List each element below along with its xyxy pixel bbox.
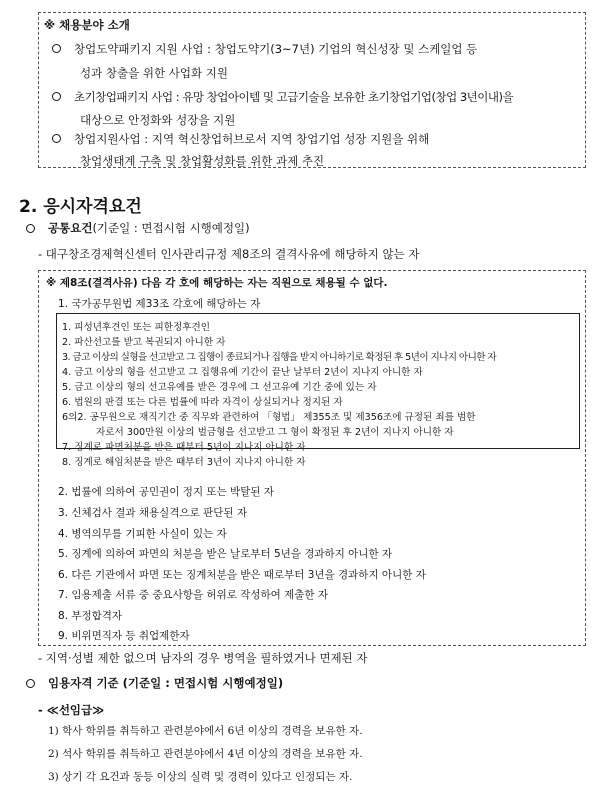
sub-item: 4. 금고 이상의 형을 선고받고 그 집행유예 기간이 끝난 날부터 2년이 지나지 아니한 자 <box>62 367 423 378</box>
region-gender-note: - 지역·성별 제한 없으며 남자의 경우 병역을 필하였거나 면제된 자 <box>38 651 368 665</box>
article-item: 5. 징계에 의하여 파면의 처분을 받은 날로부터 5년을 경과하지 아니한 자 <box>58 548 393 560</box>
recruit-item-2-line1: 초기창업패키지 사업 : 유망 창업아이템 및 고급기술을 보유한 초기창업기업(창업 3년이내)을 <box>74 90 514 104</box>
recruit-item-3-line2: 창업생태계 구축 및 창업활성화를 위한 과제 추진 <box>80 154 325 168</box>
recruit-item-1-line2: 성과 창출을 위한 사업화 지원 <box>80 66 228 80</box>
senior-grade-label: - ≪선임급≫ <box>38 703 105 717</box>
circle-bullet-icon <box>52 92 61 101</box>
sub-item: 6. 법원의 판결 또는 다른 법률에 따라 자격이 상실되거나 정지된 자 <box>62 397 343 408</box>
recruit-item-3-line1: 창업지원사업 : 지역 혁신창업허브로서 지역 창업기업 성장 지원을 위해 <box>74 132 430 146</box>
sub-item: 5. 금고 이상의 형의 선고유예를 받은 경우에 그 선고유예 기간 중에 있는 자 <box>62 382 377 393</box>
article-title: ※ 제8조(결격사유) 다음 각 호에 해당하는 자는 직원으로 채용될 수 없다. <box>46 277 388 289</box>
article-item-1: 1. 국가공무원법 제33조 각호에 해당하는 자 <box>58 298 261 310</box>
sub-item: 6의2. 공무원으로 재직기간 중 직무와 관련하여 「형법」 제355조 및 제356조에 규정된 죄를 범한 <box>62 412 476 423</box>
sub-item: 7. 징계로 파면처분을 받은 때부터 5년이 지나지 아니한 자 <box>62 442 306 453</box>
sub-item: 2. 파산선고를 받고 복권되지 아니한 자 <box>62 337 226 348</box>
circle-bullet-icon <box>52 44 61 53</box>
recruit-item-2-line2: 대상으로 안정화와 성장을 지원 <box>80 113 236 127</box>
circle-bullet-icon <box>26 224 35 233</box>
recruit-field-title: ※ 채용분야 소개 <box>44 18 130 32</box>
article-item: 6. 다른 기관에서 파면 또는 징계처분을 받은 때로부터 3년을 경과하지 아니한 자 <box>58 569 426 581</box>
circle-bullet-icon <box>52 134 61 143</box>
common-req-title: 공통요건 <box>48 221 93 235</box>
sub-item: 3. 금고 이상의 실형을 선고받고 그 집행이 종료되거나 집행을 받지 아니하기로 확정된 후 5년이 지나지 아니한 자 <box>62 352 497 363</box>
senior-item: 2) 석사 학위를 취득하고 관련분야에서 4년 이상의 경력을 보유한 자. <box>48 748 363 760</box>
sub-item: 자로서 300만원 이상의 벌금형을 선고받고 그 형이 확정된 후 2년이 지나지 아니한 자 <box>96 427 454 438</box>
section-heading: 2. 응시자격요건 <box>19 197 142 217</box>
article-item: 8. 부정합격자 <box>58 610 123 622</box>
article-item: 2. 법률에 의하여 공민권이 정지 또는 박탈된 자 <box>58 486 274 498</box>
appointment-criteria-title: 임용자격 기준 (기준일 : 면접시험 시행예정일) <box>48 676 284 690</box>
recruit-item-1-line1: 창업도약패키지 지원 사업 : 창업도약기(3~7년) 기업의 혁신성장 및 스케일업 등 <box>74 42 478 56</box>
article-item: 3. 신체검사 결과 채용실격으로 판단된 자 <box>58 507 247 519</box>
sub-item: 1. 피성년후견인 또는 피한정후견인 <box>62 322 211 333</box>
senior-item: 1) 학사 학위를 취득하고 관련분야에서 6년 이상의 경력을 보유한 자. <box>48 725 363 737</box>
circle-bullet-icon <box>26 679 35 688</box>
common-req-subtitle: (기준일 : 면접시험 시행예정일) <box>92 221 250 235</box>
article-item: 7. 임용제출 서류 중 중요사항을 허위로 작성하여 제출한 자 <box>58 589 329 601</box>
senior-item: 3) 상기 각 요건과 동등 이상의 실력 및 경력이 있다고 인정되는 자. <box>48 771 353 783</box>
common-req-desc: - 대구창조경제혁신센터 인사관리규정 제8조의 결격사유에 해당하지 않는 자 <box>38 247 420 261</box>
article-item: 9. 비위면직자 등 취업제한자 <box>58 630 190 642</box>
sub-item: 8. 징계로 해임처분을 받은 때부터 3년이 지나지 아니한 자 <box>62 457 306 468</box>
article-item: 4. 병역의무를 기피한 사실이 있는 자 <box>58 528 227 540</box>
